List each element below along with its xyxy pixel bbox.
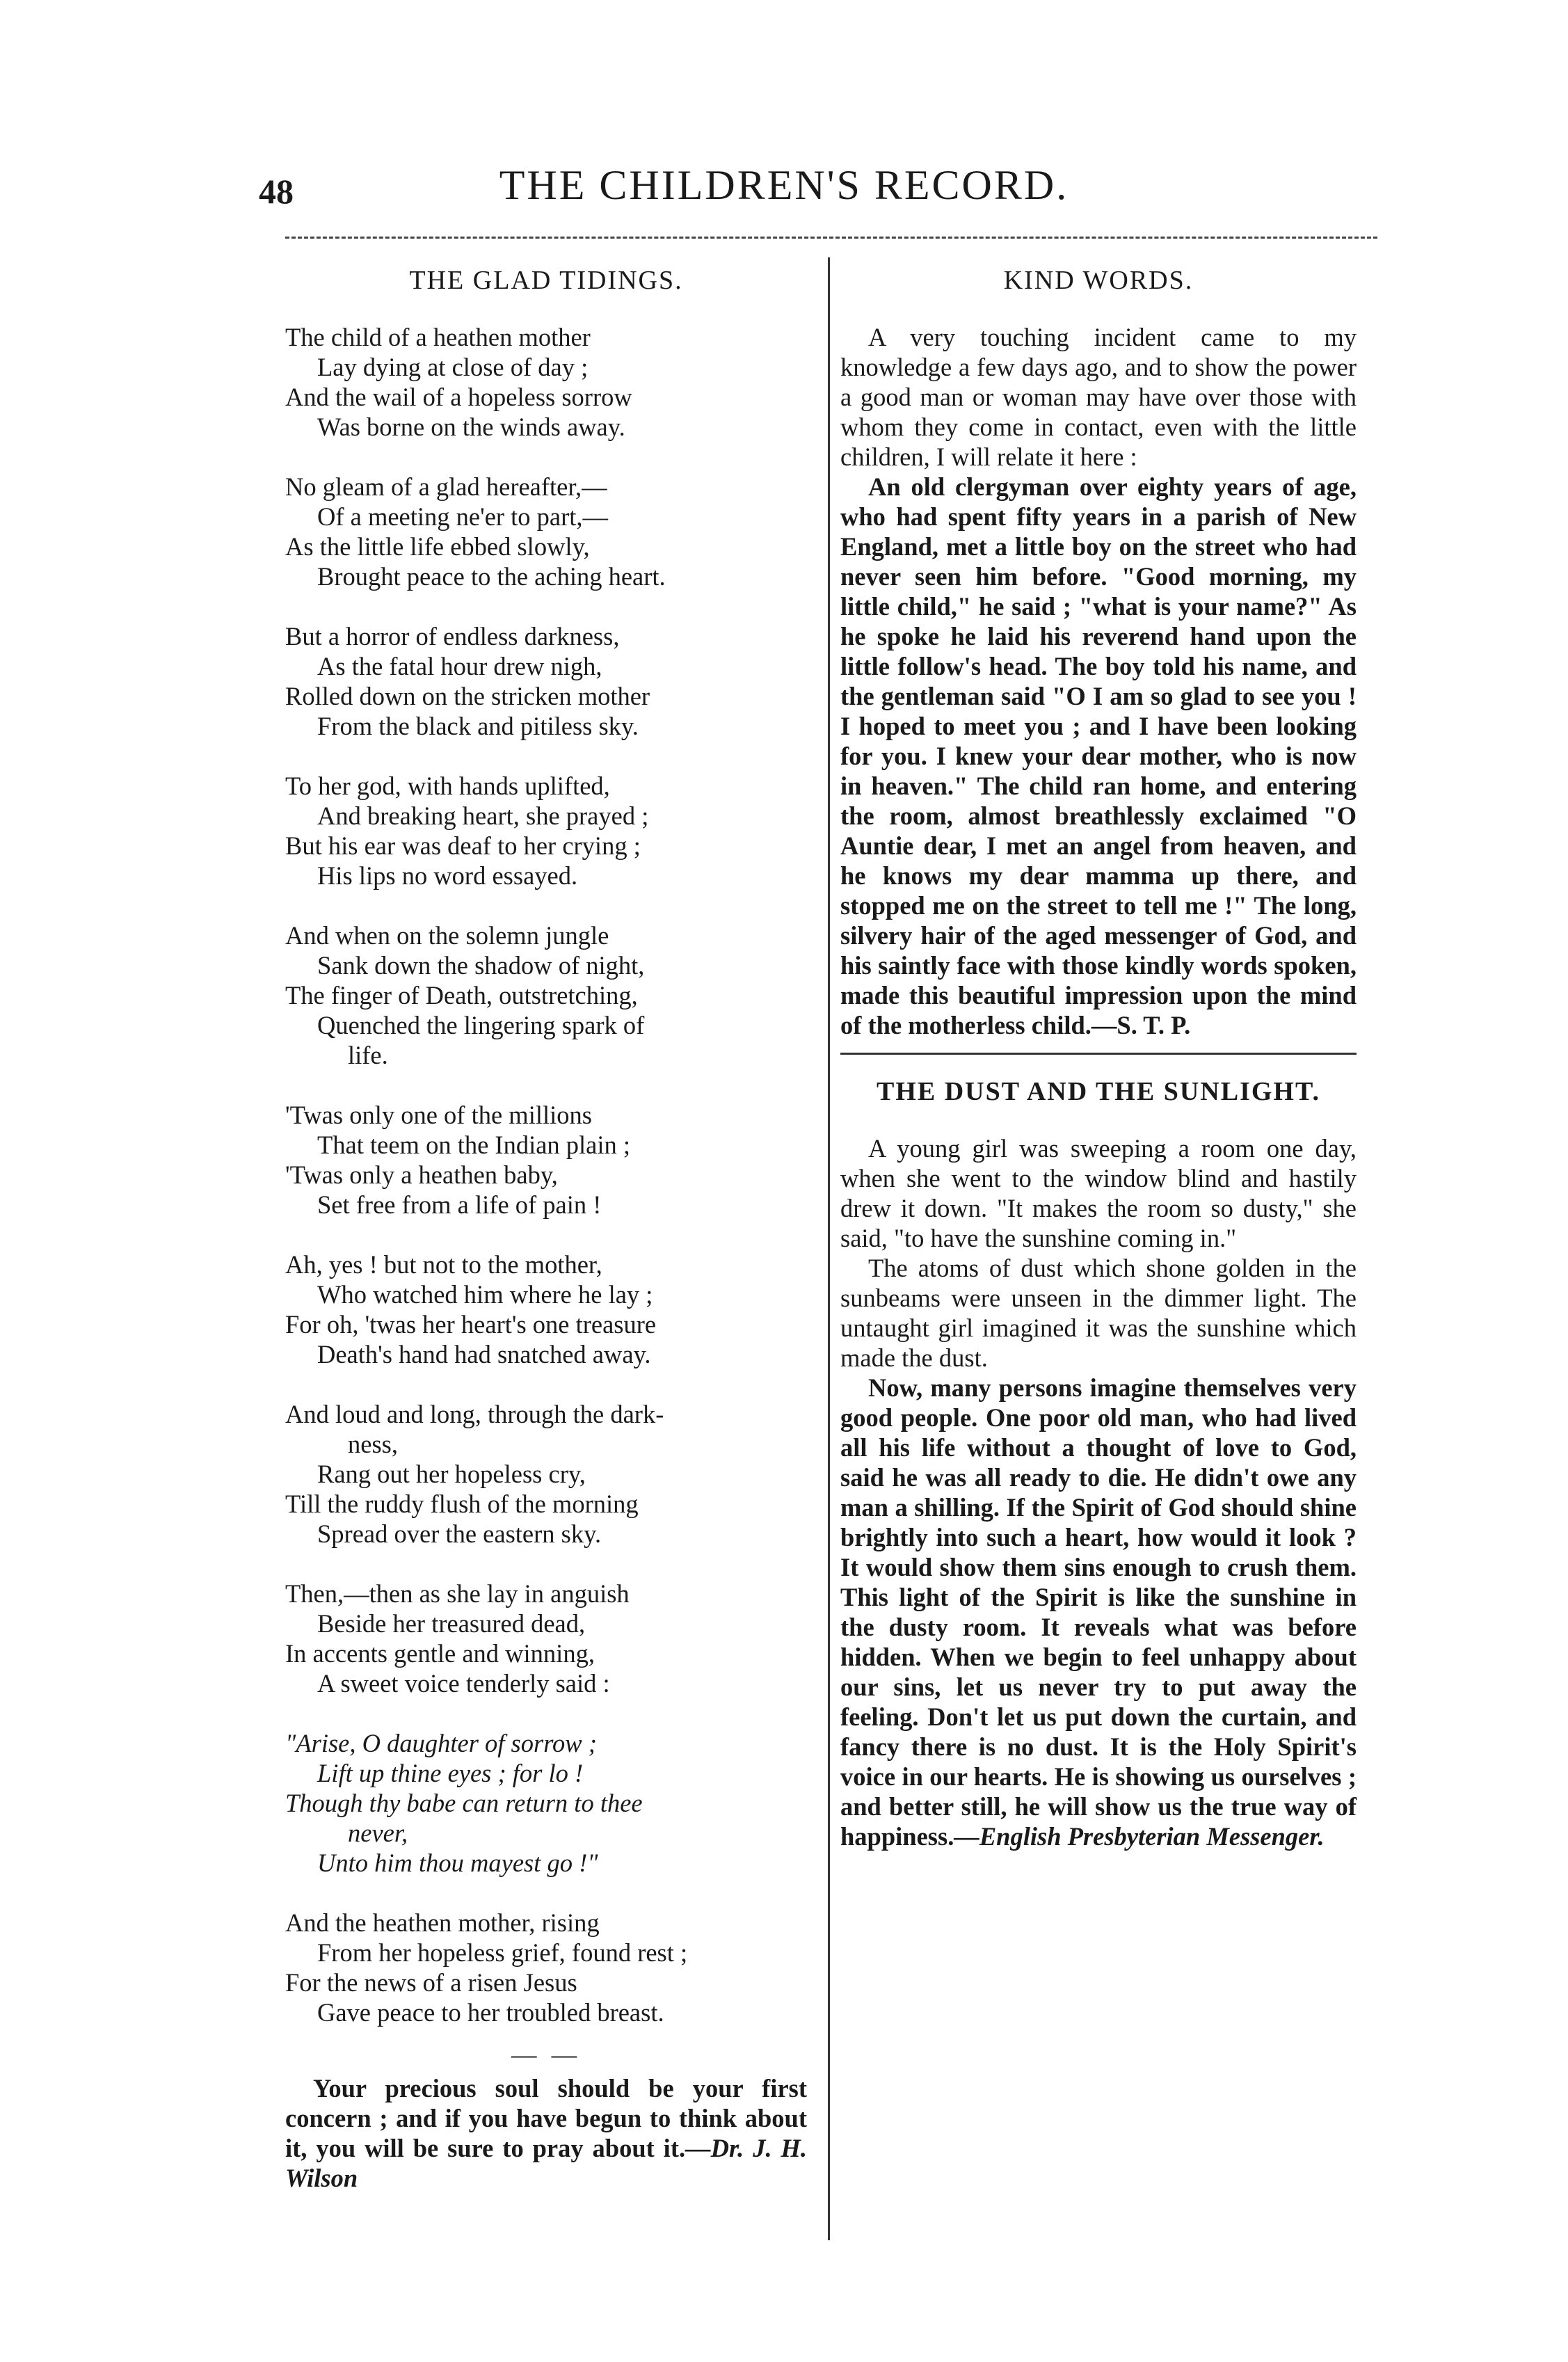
- dust-para-2: The atoms of dust which shone golden in the sunbeams were unseen in the dimmer light. The untaught girl imagined it was the sunshine which made the dust.: [840, 1254, 1357, 1372]
- poem-line: 'Twas only a heathen baby,: [285, 1160, 558, 1189]
- kind-words-title: KIND WORDS.: [1003, 266, 1194, 295]
- left-column: [285, 257, 807, 2193]
- column-divider: [828, 257, 830, 2240]
- poem-line: Death's hand had snatched away.: [317, 1340, 651, 1368]
- poem-stanza: [285, 472, 807, 591]
- poem-line: Sank down the shadow of night,: [317, 951, 645, 980]
- poem-line: And the heathen mother, rising: [285, 1908, 600, 1937]
- poem-line: From the black and pitiless sky.: [317, 712, 639, 740]
- poem-title: THE GLAD TIDINGS.: [409, 266, 683, 295]
- poem-line: Set free from a life of pain !: [317, 1190, 602, 1219]
- poem-line: "Arise, O daughter of sorrow ;: [285, 1729, 597, 1757]
- poem-line: 'Twas only one of the millions: [285, 1101, 592, 1129]
- dust-para-3: [840, 1373, 1357, 1851]
- poem-line: Brought peace to the aching heart.: [317, 562, 666, 591]
- poem-line: And the wail of a hopeless sorrow: [285, 383, 632, 411]
- poem-line: The child of a heathen mother: [285, 323, 591, 351]
- poem-line: Till the ruddy flush of the morning: [285, 1490, 639, 1518]
- right-column: [840, 257, 1357, 1851]
- poem-line: Beside her treasured dead,: [317, 1609, 586, 1638]
- poem-line: Who watched him where he lay ;: [317, 1280, 653, 1309]
- poem-line: In accents gentle and winning,: [285, 1639, 595, 1668]
- poem-line: To her god, with hands uplifted,: [285, 772, 610, 800]
- poem-line: life.: [348, 1041, 388, 1069]
- dust-para-1: A young girl was sweeping a room one day, when she went to the window blind and hastily drew it down. "It makes the room so dusty," she said, "to have the sunshine coming in.": [840, 1134, 1357, 1252]
- poem-line: But his ear was deaf to her crying ;: [285, 831, 641, 860]
- poem-line: Lift up thine eyes ; for lo !: [317, 1759, 584, 1787]
- poem-stanza: [285, 322, 807, 442]
- poem-line: Then,—then as she lay in anguish: [285, 1579, 630, 1608]
- poem-line: That teem on the Indian plain ;: [317, 1131, 631, 1159]
- poem-line: never,: [348, 1819, 408, 1847]
- poem-stanza: [285, 1579, 807, 1698]
- closing-paragraph: [285, 2073, 807, 2193]
- poem-line: From her hopeless grief, found rest ;: [317, 1938, 688, 1967]
- poem-line: For the news of a risen Jesus: [285, 1968, 577, 1997]
- poem-line: And loud and long, through the dark-: [285, 1400, 664, 1428]
- poem-line: Of a meeting ne'er to part,—: [317, 502, 609, 531]
- poem-line: And when on the solemn jungle: [285, 921, 609, 950]
- poem-line: But a horror of endless darkness,: [285, 622, 620, 651]
- poem-final-stanza: [285, 1908, 807, 2027]
- poem-stanza: [285, 771, 807, 891]
- poem-line: And breaking heart, she prayed ;: [317, 801, 649, 830]
- poem-line: No gleam of a glad hereafter,—: [285, 472, 607, 501]
- poem-line: The finger of Death, outstretching,: [285, 981, 638, 1010]
- kind-words-para-2: An old clergyman over eighty years of age, who had spent fifty years in a parish of New England, met a little boy on the street who had never seen him before. "Good morning, my little child," he said ; "what is your name?" As he spoke he laid his reverend hand upon the little follow's head. The boy told his name, and the gentleman said "O I am so glad to see you ! I hoped to meet you ; and I have been looking for you. I knew your dear mother, who is now in heaven." The child ran home, and entering the room, almost breathlessly exclaimed "O Auntie dear, I met an angel from heaven, and he knows my dear mamma up there, and stopped me on the street to tell me !" The long, silvery hair of the aged messenger of God, and his saintly face with those kindly words spoken, made this beautiful impression upon the mind of the motherless child.—S. T. P.: [840, 472, 1357, 1039]
- section-rule: [840, 1053, 1357, 1055]
- poem-stanza: [285, 920, 807, 1070]
- poem-line: Was borne on the winds away.: [317, 413, 625, 441]
- dust-title: THE DUST AND THE SUNLIGHT.: [876, 1077, 1320, 1106]
- dust-attribution: —English Presbyterian Messenger.: [954, 1822, 1325, 1851]
- poem-body: [285, 322, 807, 1698]
- poem-stanza: [285, 621, 807, 741]
- running-head: THE CHILDREN'S RECORD.: [499, 162, 1069, 208]
- closing-text: Your precious soul should be your first concern ; and if you have begun to think about it, you will be sure to pray about it.: [285, 2074, 807, 2162]
- closing-attribution: —Dr. J. H. Wilson: [285, 2134, 807, 2192]
- poem-line: Unto him thou mayest go !": [317, 1849, 598, 1877]
- poem-stanza: [285, 1250, 807, 1369]
- poem-stanza: [285, 1100, 807, 1220]
- poem-line: As the fatal hour drew nigh,: [317, 652, 602, 680]
- poem-line: For oh, 'twas her heart's one treasure: [285, 1310, 657, 1339]
- poem-line: Spread over the eastern sky.: [317, 1519, 602, 1548]
- poem-line: Though thy babe can return to thee: [285, 1789, 643, 1817]
- poem-line: Ah, yes ! but not to the mother,: [285, 1250, 602, 1279]
- poem-line: As the little life ebbed slowly,: [285, 532, 590, 561]
- poem-line: His lips no word essayed.: [317, 861, 578, 890]
- dust-para-3-text: Now, many persons imagine themselves very good people. One poor old man, who had lived all his life without a thought of love to God, said he was all ready to die. He didn't owe any man a shilling. If the Spirit of God should shine brightly into such a heart, how would it look ? It would show them sins enough to crush them. This light of the Spirit is like the sunshine in the dusty room. It reveals what was before hidden. When we begin to feel unhappy about our sins, let us never try to put away the feeling. Don't let us put down the curtain, and fancy there is no dust. It is the Holy Spirit's voice in our hearts. He is showing us ourselves ; and better still, he will show us the true way of happiness.: [840, 1373, 1357, 1851]
- poem-line: Gave peace to her troubled breast.: [317, 1998, 664, 2027]
- poem-stanza: [285, 1399, 807, 1549]
- kind-words-para-1: A very touching incident came to my knowledge a few days ago, and to show the power a good man or woman may have over those with whom they come in contact, even with the little children, I will relate it here :: [840, 323, 1357, 471]
- poem-quote-stanza: [285, 1728, 807, 1878]
- poem-line: ness,: [348, 1430, 398, 1458]
- poem-line: Lay dying at close of day ;: [317, 353, 589, 381]
- poem-line: Quenched the lingering spark of: [317, 1011, 645, 1039]
- poem-line: Rolled down on the stricken mother: [285, 682, 650, 710]
- poem-line: Rang out her hopeless cry,: [317, 1460, 586, 1488]
- header-rule: [285, 237, 1377, 239]
- poem-line: A sweet voice tenderly said :: [317, 1669, 610, 1698]
- separator: — —: [511, 2040, 582, 2068]
- page-number: 48: [259, 172, 294, 211]
